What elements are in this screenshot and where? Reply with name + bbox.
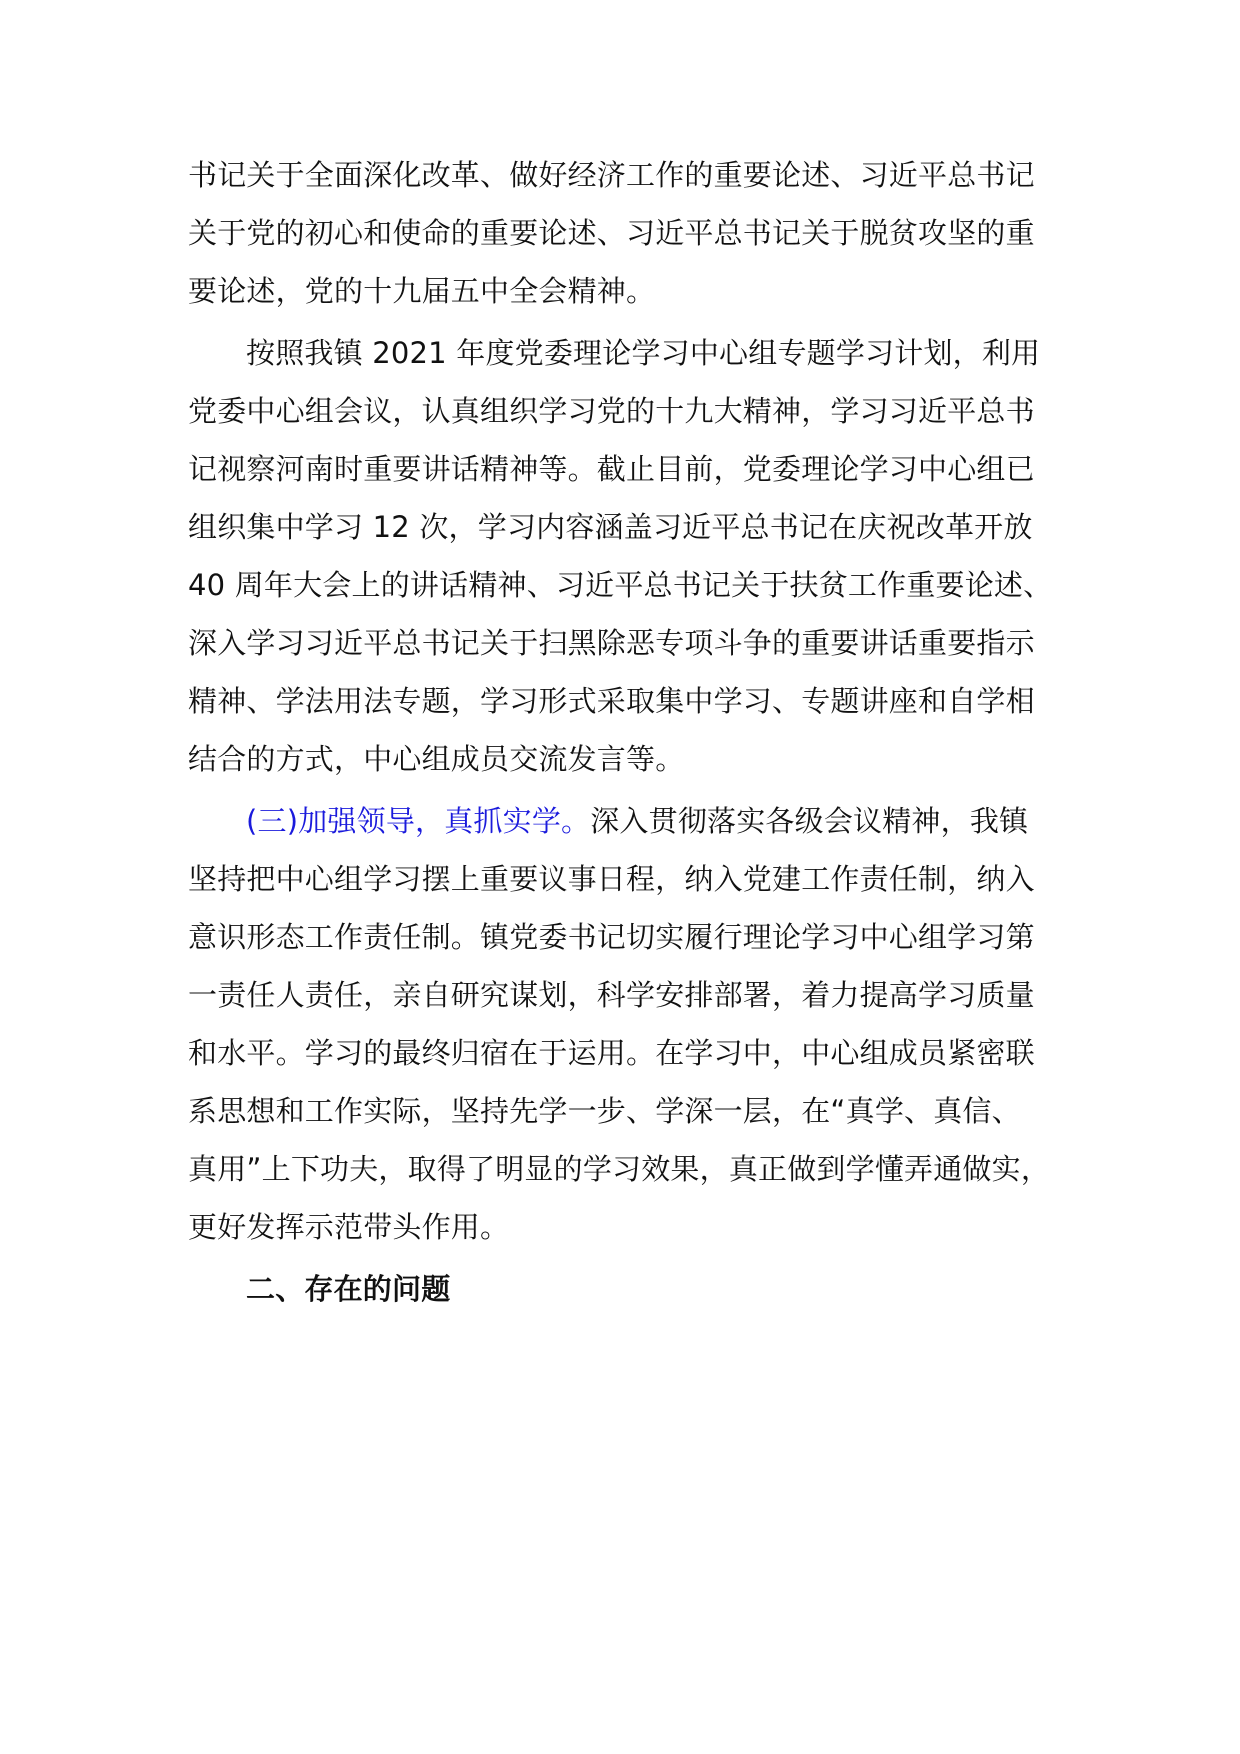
text-line: 40 周年大会上的讲话精神、习近平总书记关于扶贫工作重要论述、: [188, 568, 1053, 602]
text-line: 真用”上下功夫，取得了明显的学习效果，真正做到学懂弄通做实，: [188, 1152, 1051, 1186]
section-heading: 二、存在的问题: [246, 1272, 451, 1306]
text-line: 深入学习习近平总书记关于扫黑除恶专项斗争的重要讲话重要指示: [188, 626, 1035, 660]
text-line: 结合的方式，中心组成员交流发言等。: [188, 742, 685, 776]
subheading-rest: 深入贯彻落实各级会议精神，我镇: [590, 804, 1029, 838]
text-line: 记视察河南时重要讲话精神等。截止目前，党委理论学习中心组已: [188, 452, 1035, 486]
text-line: 意识形态工作责任制。镇党委书记切实履行理论学习中心组学习第: [188, 920, 1035, 954]
text-line: 书记关于全面深化改革、做好经济工作的重要论述、习近平总书记: [188, 158, 1035, 192]
text-line: 党委中心组会议，认真组织学习党的十九大精神，学习习近平总书: [188, 394, 1035, 428]
text-line: 关于党的初心和使命的重要论述、习近平总书记关于脱贫攻坚的重: [188, 216, 1035, 250]
text-line: 组织集中学习 12 次，学习内容涵盖习近平总书记在庆祝改革开放: [188, 510, 1033, 544]
subheading-highlight: (三)加强领导，真抓实学。: [246, 804, 591, 838]
text-line: 一责任人责任，亲自研究谋划，科学安排部署，着力提高学习质量: [188, 978, 1035, 1012]
text-line: 要论述，党的十九届五中全会精神。: [188, 274, 656, 308]
text-line: 更好发挥示范带头作用。: [188, 1210, 510, 1244]
text-line: 和水平。学习的最终归宿在于运用。在学习中，中心组成员紧密联: [188, 1036, 1035, 1070]
text-line: 系思想和工作实际，坚持先学一步、学深一层，在“真学、真信、: [188, 1094, 1021, 1128]
subheading-line: [246, 796, 1028, 846]
text-line: 精神、学法用法专题，学习形式采取集中学习、专题讲座和自学相: [188, 684, 1035, 718]
paragraph-first-line: 按照我镇 2021 年度党委理论学习中心组专题学习计划，利用: [246, 336, 1041, 370]
text-line: 坚持把中心组学习摆上重要议事日程，纳入党建工作责任制，纳入: [188, 862, 1035, 896]
